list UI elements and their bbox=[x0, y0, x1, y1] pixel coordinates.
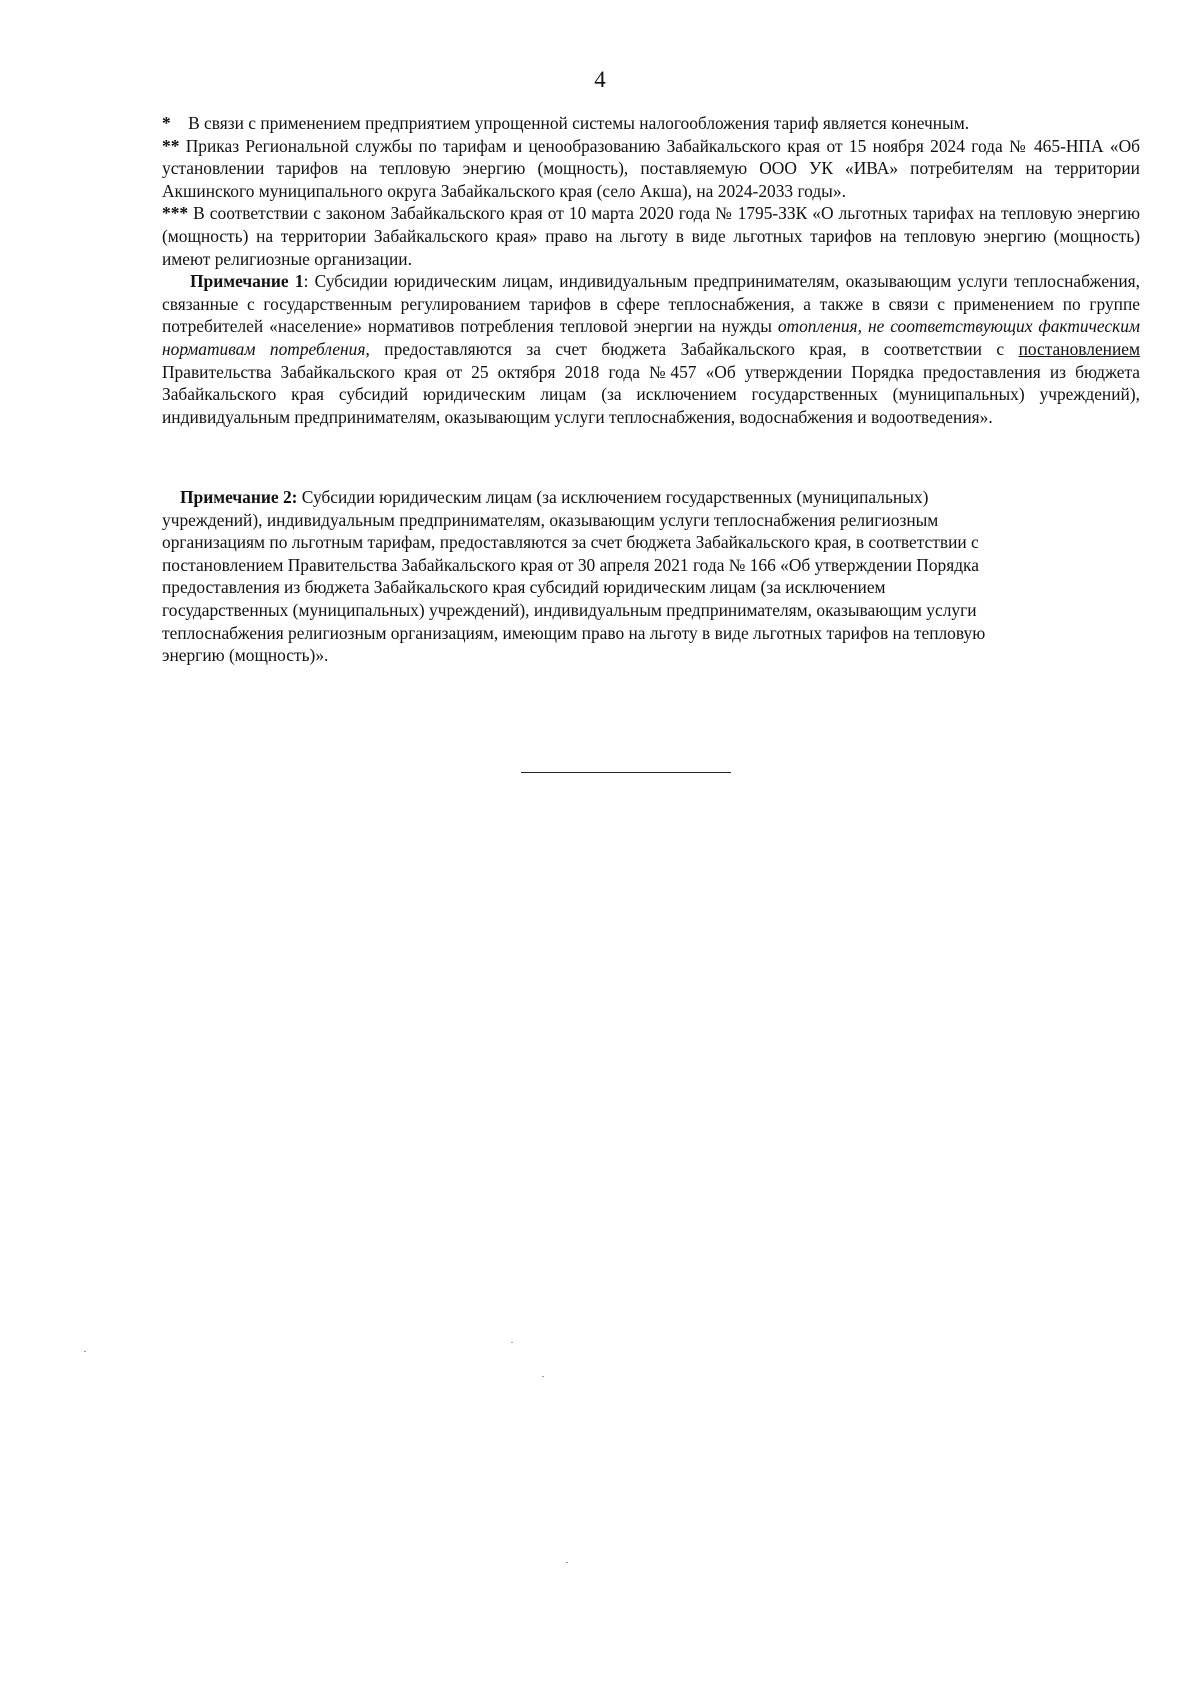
note-2-label: Примечание 2: bbox=[180, 487, 298, 507]
footnote-1 bbox=[162, 112, 1140, 135]
footnotes-and-note1 bbox=[162, 112, 1140, 428]
note-2-line: энергию (мощность)». bbox=[162, 645, 329, 666]
footnote-2-marker: ** bbox=[162, 135, 180, 156]
note-1-decree-link[interactable]: постановлением bbox=[1018, 338, 1140, 359]
footnote-3-marker: *** bbox=[162, 203, 189, 224]
note-2-line: организациям по льготным тарифам, предоставляются за счет бюджета Забайкальского края, в соответствии с bbox=[162, 532, 979, 553]
note-1-emphasis: отопления, не соответствующих фактическим нормативам потребления bbox=[162, 316, 1141, 359]
note-2-line: государственных (муниципальных) учреждений), индивидуальным предпринимателям, оказывающим услуги bbox=[162, 599, 977, 620]
note-2-line: учреждений), индивидуальным предпринимателям, оказывающим услуги теплоснабжения религиозным bbox=[162, 509, 939, 530]
note-2-line: предоставления из бюджета Забайкальского края субсидий юридическим лицам (за исключением bbox=[162, 577, 886, 598]
footnote-2-text: Приказ Региональной службы по тарифам и ценообразованию Забайкальского края от 15 ноября 2024 года № 465-НПА «Об установлении тарифов на тепловую энергию (мощность), поставляемую ООО УК «ИВА» потребителям на территории Акшинского муниципального округа Забайкальского края (село Акша), на 2024-2033 годы». bbox=[162, 135, 1140, 201]
footnote-1-marker: * bbox=[162, 113, 171, 133]
footnote-1-text: В связи с применением предприятием упрощенной системы налогообложения тариф является конечным. bbox=[188, 113, 970, 133]
note-2-line: теплоснабжения религиозным организациям, имеющим право на льготу в виде льготных тарифов на тепловую bbox=[162, 622, 986, 643]
note-2-line: постановлением Правительства Забайкальского края от 30 апреля 2021 года № 166 «Об утверждении Порядка bbox=[162, 554, 979, 575]
footnote-2 bbox=[162, 135, 1140, 203]
note-1-text-c: Правительства Забайкальского края от 25 октября 2018 года №457 «Об утверждении Порядка предоставления из бюджета Забайкальского края субсидий юридическим лицам (за исключением государственных (муниципальных) учреждений), индивидуальным предпринимателям, оказывающим услуги теплоснабжения, водоснабжения и водоотведения». bbox=[162, 361, 1140, 427]
note-1-label: Примечание 1 bbox=[190, 271, 304, 292]
scan-speck bbox=[84, 1351, 86, 1352]
note-2 bbox=[162, 486, 1130, 667]
scan-speck bbox=[566, 1562, 568, 1563]
note-1-text-a: : Субсидии юридическим лицам, индивидуальным предпринимателям, оказывающим услуги теплоснабжения, связанные с государственным регулированием тарифов в сфере теплоснабжения, а также в связи с применением по группе потребителей «население» нормативов потребления тепловой энергии на нужды bbox=[162, 271, 1141, 337]
note-2-line-1: Субсидии юридическим лицам (за исключением государственных (муниципальных) bbox=[297, 487, 929, 507]
scan-speck bbox=[511, 1342, 513, 1343]
footnote-3 bbox=[162, 202, 1140, 270]
scan-speck bbox=[542, 1376, 544, 1377]
note-1-text-b: , предоставляются за счет бюджета Забайкальского края, в соответствии с bbox=[365, 338, 1019, 359]
footnote-3-text: В соответствии с законом Забайкальского края от 10 марта 2020 года № 1795-ЗЗК «О льготных тарифах на тепловую энергию (мощность) на территории Забайкальского края» право на льготу в виде льготных тарифов на тепловую энергию (мощность) имеют религиозные организации. bbox=[162, 203, 1140, 269]
page-number: 4 bbox=[594, 67, 606, 92]
end-of-document-rule bbox=[521, 772, 731, 773]
note-2-line bbox=[162, 486, 1130, 509]
note-1 bbox=[162, 270, 1140, 428]
